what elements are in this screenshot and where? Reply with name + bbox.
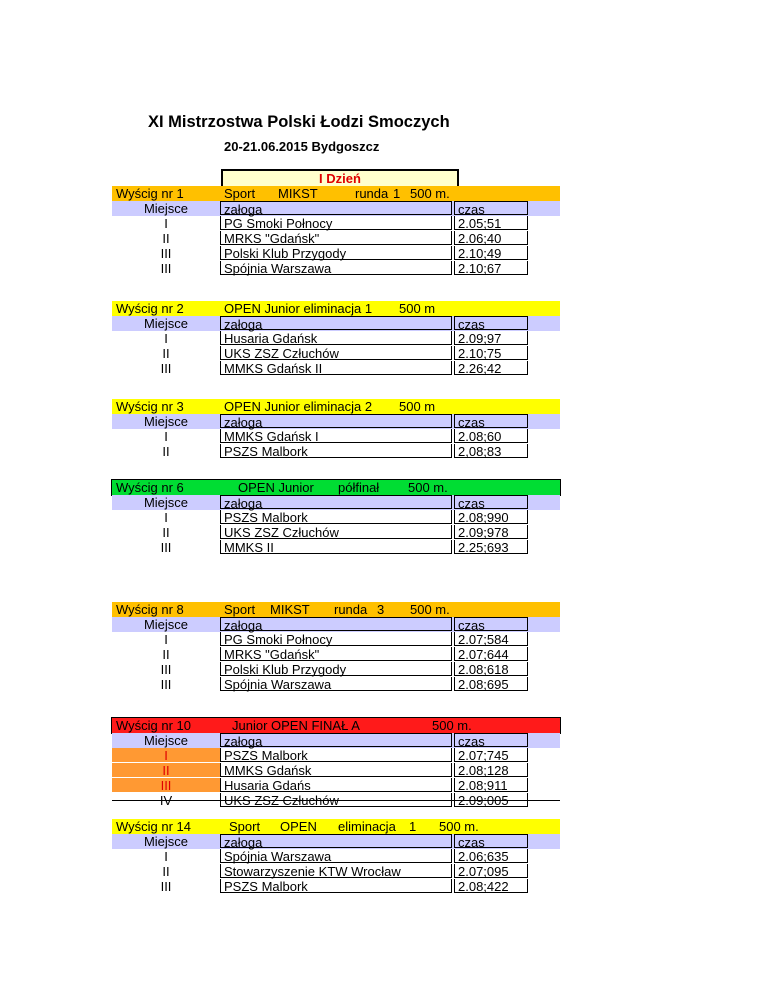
- place-label: Miejsce: [143, 733, 189, 748]
- race-header-part: 500 m: [399, 399, 436, 414]
- crew-cell: MRKS "Gdańsk": [220, 231, 452, 245]
- time-cell: 2.08;128: [454, 763, 528, 777]
- result-row: [112, 361, 560, 376]
- race-header-part: Wyścig nr 1: [116, 186, 184, 201]
- race-header: [112, 399, 560, 414]
- place-cell: III: [160, 261, 172, 276]
- time-label: czas: [454, 733, 528, 747]
- result-row: [112, 331, 560, 346]
- time-cell: 2.08;60: [454, 429, 528, 443]
- race-block: [112, 301, 560, 376]
- race-header-part: Sport: [229, 819, 261, 834]
- crew-cell: MMKS Gdańsk: [220, 763, 452, 777]
- race-header-part: Wyścig nr 14: [116, 819, 192, 834]
- result-row: [112, 677, 560, 692]
- result-row: [112, 246, 560, 261]
- race-header-part: OPEN Junior: [238, 480, 314, 495]
- race-header-part: 500 m.: [410, 186, 450, 201]
- race-header: [112, 718, 560, 733]
- race-header-part: Wyścig nr 2: [116, 301, 184, 316]
- crew-cell: Polski Klub Przygody: [220, 246, 452, 260]
- time-cell: 2.10;75: [454, 346, 528, 360]
- place-cell: II: [162, 647, 170, 662]
- race-header-part: Wyścig nr 6: [116, 480, 184, 495]
- result-row: [112, 346, 560, 361]
- race-header-part: Wyścig nr 10: [116, 718, 192, 733]
- crew-cell: UKS ZSZ Człuchów: [220, 346, 452, 360]
- race-header-part: runda: [334, 602, 368, 617]
- time-cell: 2.07;644: [454, 647, 528, 661]
- crew-cell: Spójnia Warszawa: [220, 677, 452, 691]
- place-cell: I: [164, 216, 168, 231]
- time-label: czas: [454, 617, 528, 631]
- time-cell: 2.09;978: [454, 525, 528, 539]
- crew-label: załoga: [220, 316, 452, 330]
- crew-cell: Husaria Gdańsk: [220, 331, 452, 345]
- crew-label: załoga: [220, 495, 452, 509]
- result-row: [112, 632, 560, 647]
- race-header-part: OPEN: [280, 819, 317, 834]
- place-label: Miejsce: [143, 834, 189, 849]
- place-label: Miejsce: [143, 201, 189, 216]
- race-header-part: Sport: [224, 186, 256, 201]
- result-row: [112, 444, 560, 459]
- time-cell: 2.06;635: [454, 849, 528, 863]
- race-header-part: MIKST: [278, 186, 318, 201]
- time-cell: 2,08;83: [454, 444, 528, 458]
- crew-cell: MMKS II: [220, 540, 452, 554]
- race-header: [112, 480, 560, 495]
- result-row: [112, 864, 560, 879]
- race-header: [112, 819, 560, 834]
- column-labels: [112, 733, 560, 748]
- place-cell: III: [160, 662, 172, 677]
- column-labels: [112, 414, 560, 429]
- place-cell: I: [164, 849, 168, 864]
- race-header: [112, 186, 560, 201]
- race-header-part: 500 m.: [439, 819, 479, 834]
- time-label: czas: [454, 495, 528, 509]
- column-labels: [112, 617, 560, 632]
- place-cell: II: [162, 231, 170, 246]
- place-cell: II: [162, 444, 170, 459]
- crew-cell: PSZS Malbork: [220, 748, 452, 762]
- place-cell: II: [162, 346, 170, 361]
- place-cell: III: [160, 246, 172, 261]
- time-cell: 2.08;990: [454, 510, 528, 524]
- result-row: [112, 429, 560, 444]
- race-header-part: półfinał: [338, 480, 380, 495]
- time-cell: 2.08;911: [454, 778, 528, 792]
- column-labels: [112, 495, 560, 510]
- section-divider: [112, 800, 560, 801]
- place-cell: III: [112, 778, 220, 792]
- time-cell: 2.07;745: [454, 748, 528, 762]
- time-cell: 2.07;095: [454, 864, 528, 878]
- page-subtitle: 20-21.06.2015 Bydgoszcz: [224, 139, 380, 154]
- race-header-part: runda: [355, 186, 389, 201]
- place-cell: III: [160, 677, 172, 692]
- time-label: czas: [454, 834, 528, 848]
- crew-cell: MMKS Gdańsk II: [220, 361, 452, 375]
- result-row: [112, 525, 560, 540]
- result-row: [112, 261, 560, 276]
- race-header-part: MIKST: [270, 602, 310, 617]
- crew-cell: MMKS Gdańsk I: [220, 429, 452, 443]
- time-cell: 2.25;693: [454, 540, 528, 554]
- race-header: [112, 602, 560, 617]
- column-labels: [112, 201, 560, 216]
- place-cell: IV: [159, 793, 173, 808]
- crew-cell: Stowarzyszenie KTW Wrocław: [220, 864, 452, 878]
- time-cell: 2.06;40: [454, 231, 528, 245]
- place-cell: I: [164, 632, 168, 647]
- crew-cell: Polski Klub Przygody: [220, 662, 452, 676]
- crew-cell: MRKS "Gdańsk": [220, 647, 452, 661]
- race-header-part: 500 m.: [410, 602, 450, 617]
- place-cell: III: [160, 879, 172, 894]
- column-labels: [112, 834, 560, 849]
- race-header-part: 1: [393, 186, 401, 201]
- race-header-part: 3: [377, 602, 385, 617]
- time-label: czas: [454, 316, 528, 330]
- race-header-part: 500 m: [399, 301, 436, 316]
- place-cell: II: [162, 525, 170, 540]
- result-row: [112, 540, 560, 555]
- place-label: Miejsce: [143, 617, 189, 632]
- race-block: [112, 480, 560, 555]
- race-header-part: Junior OPEN FINAŁ A: [232, 718, 360, 733]
- time-cell: 2.09;005: [454, 793, 528, 807]
- race-header-part: 500 m.: [408, 480, 448, 495]
- race-block: [112, 602, 560, 692]
- time-label: czas: [454, 201, 528, 215]
- race-header-part: eliminacja: [338, 819, 396, 834]
- result-row: [112, 778, 560, 793]
- race-header-part: Wyścig nr 8: [116, 602, 184, 617]
- result-row: [112, 231, 560, 246]
- time-cell: 2.05;51: [454, 216, 528, 230]
- race-header-part: 500 m.: [432, 718, 472, 733]
- crew-cell: UKS ZSZ Człuchów: [220, 525, 452, 539]
- place-cell: III: [160, 540, 172, 555]
- crew-cell: Spójnia Warszawa: [220, 261, 452, 275]
- result-row: [112, 647, 560, 662]
- place-cell: I: [164, 331, 168, 346]
- place-cell: I: [164, 429, 168, 444]
- race-block: [112, 186, 560, 276]
- time-cell: 2.07;584: [454, 632, 528, 646]
- race-block: [112, 819, 560, 894]
- crew-label: załoga: [220, 617, 452, 631]
- place-label: Miejsce: [143, 495, 189, 510]
- place-label: Miejsce: [143, 316, 189, 331]
- result-row: [112, 763, 560, 778]
- race-block: [112, 718, 560, 808]
- crew-label: załoga: [220, 414, 452, 428]
- crew-cell: UKS ZSZ Człuchów: [220, 793, 452, 807]
- time-label: czas: [454, 414, 528, 428]
- result-row: [112, 879, 560, 894]
- race-header-part: Wyścig nr 3: [116, 399, 184, 414]
- result-row: [112, 748, 560, 763]
- place-cell: II: [162, 864, 170, 879]
- race-header-part: OPEN Junior eliminacja 2: [224, 399, 373, 414]
- crew-label: załoga: [220, 834, 452, 848]
- crew-cell: Husaria Gdańs: [220, 778, 452, 792]
- time-cell: 2.10;49: [454, 246, 528, 260]
- place-cell: I: [112, 748, 220, 762]
- time-cell: 2.08;422: [454, 879, 528, 893]
- crew-cell: Spójnia Warszawa: [220, 849, 452, 863]
- result-row: [112, 510, 560, 525]
- time-cell: 2.10;67: [454, 261, 528, 275]
- crew-cell: PG Smoki Połnocy: [220, 216, 452, 230]
- time-cell: 2.08;618: [454, 662, 528, 676]
- result-row: [112, 216, 560, 231]
- place-cell: III: [160, 361, 172, 376]
- race-block: [112, 399, 560, 459]
- race-header-part: OPEN Junior eliminacja 1: [224, 301, 373, 316]
- result-row: [112, 662, 560, 677]
- time-cell: 2.26;42: [454, 361, 528, 375]
- crew-cell: PSZS Malbork: [220, 444, 452, 458]
- crew-label: załoga: [220, 733, 452, 747]
- time-cell: 2.08;695: [454, 677, 528, 691]
- race-header: [112, 301, 560, 316]
- crew-cell: PSZS Malbork: [220, 510, 452, 524]
- page-title: XI Mistrzostwa Polski Łodzi Smoczych: [148, 113, 450, 131]
- crew-label: załoga: [220, 201, 452, 215]
- day-label: I Dzień: [221, 169, 459, 188]
- place-label: Miejsce: [143, 414, 189, 429]
- column-labels: [112, 316, 560, 331]
- place-cell: II: [112, 763, 220, 777]
- place-cell: I: [164, 510, 168, 525]
- crew-cell: PG Smoki Połnocy: [220, 632, 452, 646]
- race-header-part: 1: [409, 819, 417, 834]
- result-row: [112, 849, 560, 864]
- race-header-part: Sport: [224, 602, 256, 617]
- crew-cell: PSZS Malbork: [220, 879, 452, 893]
- time-cell: 2.09;97: [454, 331, 528, 345]
